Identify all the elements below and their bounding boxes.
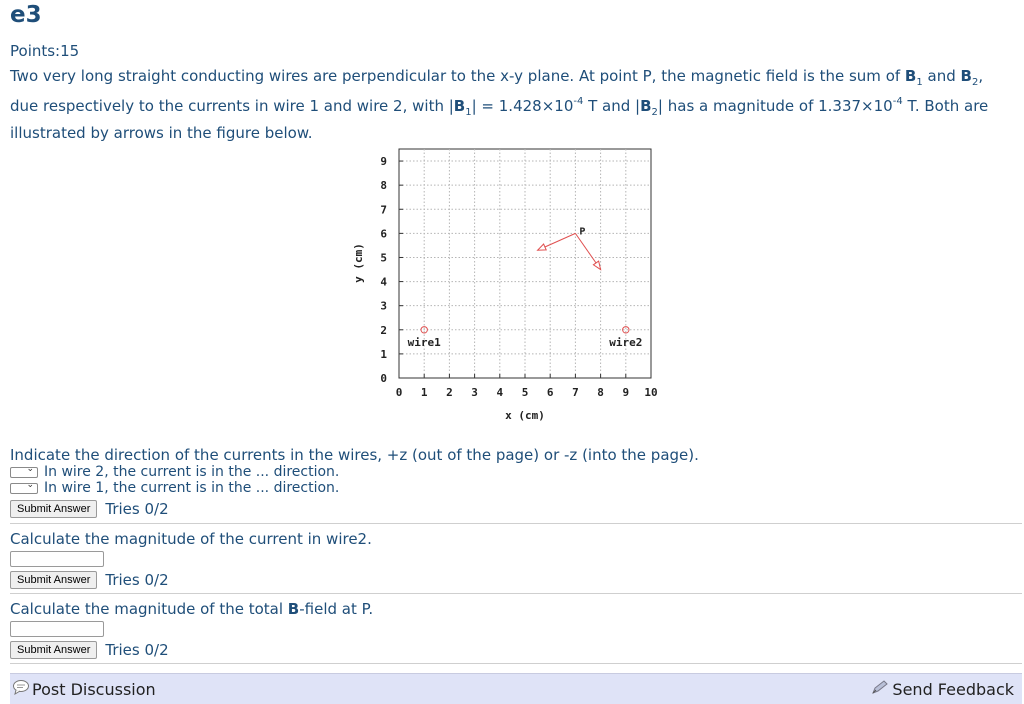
y-tick-label: 2: [380, 323, 387, 337]
q1-line-wire1: [10, 480, 1022, 496]
pencil-icon: [870, 679, 890, 699]
x-tick-label: 4: [496, 386, 504, 399]
wire1-direction-select[interactable]: [10, 479, 38, 494]
q1-submit-button[interactable]: Submit Answer: [10, 500, 97, 518]
q3-submit-button[interactable]: Submit Answer: [10, 641, 97, 659]
y-tick-label: 3: [380, 299, 387, 313]
points-line: [10, 42, 79, 60]
wire2-direction-select[interactable]: [10, 463, 38, 478]
divider: [10, 593, 1022, 594]
q3-submit-row: [10, 641, 1022, 659]
send-feedback-label: Send Feedback: [892, 679, 1014, 699]
point-p-label: P: [579, 226, 586, 238]
problem-text: T and |: [583, 97, 641, 115]
x-tick-label: 1: [420, 386, 428, 399]
x-tick-label: 3: [471, 386, 478, 399]
x-tick-label: 7: [572, 386, 579, 399]
problem-text: T. Both are illustrated by arrows in the figure below.: [10, 97, 989, 142]
page-title: e3: [10, 2, 42, 28]
wire2-label: wire2: [609, 335, 643, 349]
discussion-bar: [10, 673, 1022, 704]
problem-text: Two very long straight conducting wires are perpendicular to the x-y plane. At point P, the magnetic field is the sum of: [10, 67, 905, 85]
b2-symbol: B: [960, 67, 972, 85]
x-axis-label: x (cm): [505, 409, 545, 422]
b1-magnitude-symbol: B: [453, 97, 466, 115]
points-label: Points:: [10, 42, 61, 60]
b1-symbol: B: [904, 67, 917, 85]
y-tick-label: 1: [380, 347, 387, 361]
x-tick-label: 0: [395, 386, 403, 399]
b2-magnitude-symbol: B: [640, 97, 652, 115]
problem-text: , due respectively to the currents in wire 1 and wire 2, with |: [10, 67, 984, 115]
chevron-down-icon: ⌄: [26, 463, 34, 474]
post-discussion-link[interactable]: [10, 679, 156, 699]
send-feedback-link[interactable]: [870, 679, 1022, 699]
y-tick-label: 7: [380, 203, 387, 217]
b-symbol: B: [287, 600, 300, 618]
problem-statement: [10, 66, 1015, 143]
q2-tries: Tries 0/2: [105, 571, 169, 589]
divider: [10, 663, 1022, 664]
x-tick-label: 8: [597, 386, 604, 399]
y-tick-label: 8: [380, 179, 387, 193]
question-1: [10, 446, 1022, 518]
x-tick-label: 10: [644, 386, 658, 399]
q1-tries: Tries 0/2: [105, 500, 169, 518]
q2-submit-row: [10, 571, 1022, 589]
problem-text: | has a magnitude of 1.337×10: [657, 97, 893, 115]
q3-prompt-text: Calculate the magnitude of the total: [10, 600, 288, 618]
y-tick-label: 9: [380, 155, 387, 169]
y-tick-label: 0: [380, 372, 387, 385]
y-axis-label: y (cm): [352, 243, 365, 283]
q1-line1-text: In wire 2, the current is in the ... direction.: [44, 464, 340, 480]
wire1-label: wire1: [407, 335, 441, 349]
x-tick-label: 5: [521, 386, 529, 399]
problem-text: | = 1.428×10: [471, 97, 574, 115]
figure-plot: [340, 140, 670, 430]
exponent: -4: [573, 96, 584, 107]
q2-submit-button[interactable]: Submit Answer: [10, 571, 97, 589]
speech-bubble-icon: [12, 679, 30, 699]
exponent: -4: [892, 96, 903, 107]
b1-subscript: 1: [916, 77, 923, 88]
chevron-down-icon: ⌄: [26, 479, 34, 490]
q1-line2-text: In wire 1, the current is in the ... direction.: [44, 480, 340, 496]
q1-prompt: Indicate the direction of the currents in the wires, +z (out of the page) or -z (into the page).: [10, 446, 699, 464]
b2-magnitude-subscript: 2: [651, 107, 658, 118]
q3-prompt: [10, 600, 1022, 618]
divider: [10, 523, 1022, 524]
y-tick-label: 4: [380, 275, 387, 289]
q3-tries: Tries 0/2: [105, 641, 169, 659]
b2-subscript: 2: [971, 77, 979, 88]
problem-text: and: [922, 67, 961, 85]
q2-prompt: Calculate the magnitude of the current in wire2.: [10, 530, 372, 548]
y-tick-label: 6: [380, 227, 387, 241]
q3-answer-input[interactable]: [10, 621, 104, 637]
question-3: [10, 600, 1022, 659]
x-tick-label: 9: [622, 386, 630, 399]
wire-figure: [340, 140, 670, 430]
points-value: 15: [60, 42, 80, 60]
q2-answer-input[interactable]: [10, 551, 104, 567]
q1-line-wire2: [10, 464, 1022, 480]
b1-magnitude-subscript: 1: [465, 107, 472, 118]
q1-submit-row: [10, 500, 1022, 518]
post-discussion-label: Post Discussion: [32, 679, 156, 699]
q3-prompt-text: -field at P.: [299, 600, 374, 618]
x-tick-label: 6: [546, 386, 554, 399]
x-tick-label: 2: [446, 386, 453, 399]
question-2: [10, 530, 1022, 589]
y-tick-label: 5: [380, 251, 387, 265]
